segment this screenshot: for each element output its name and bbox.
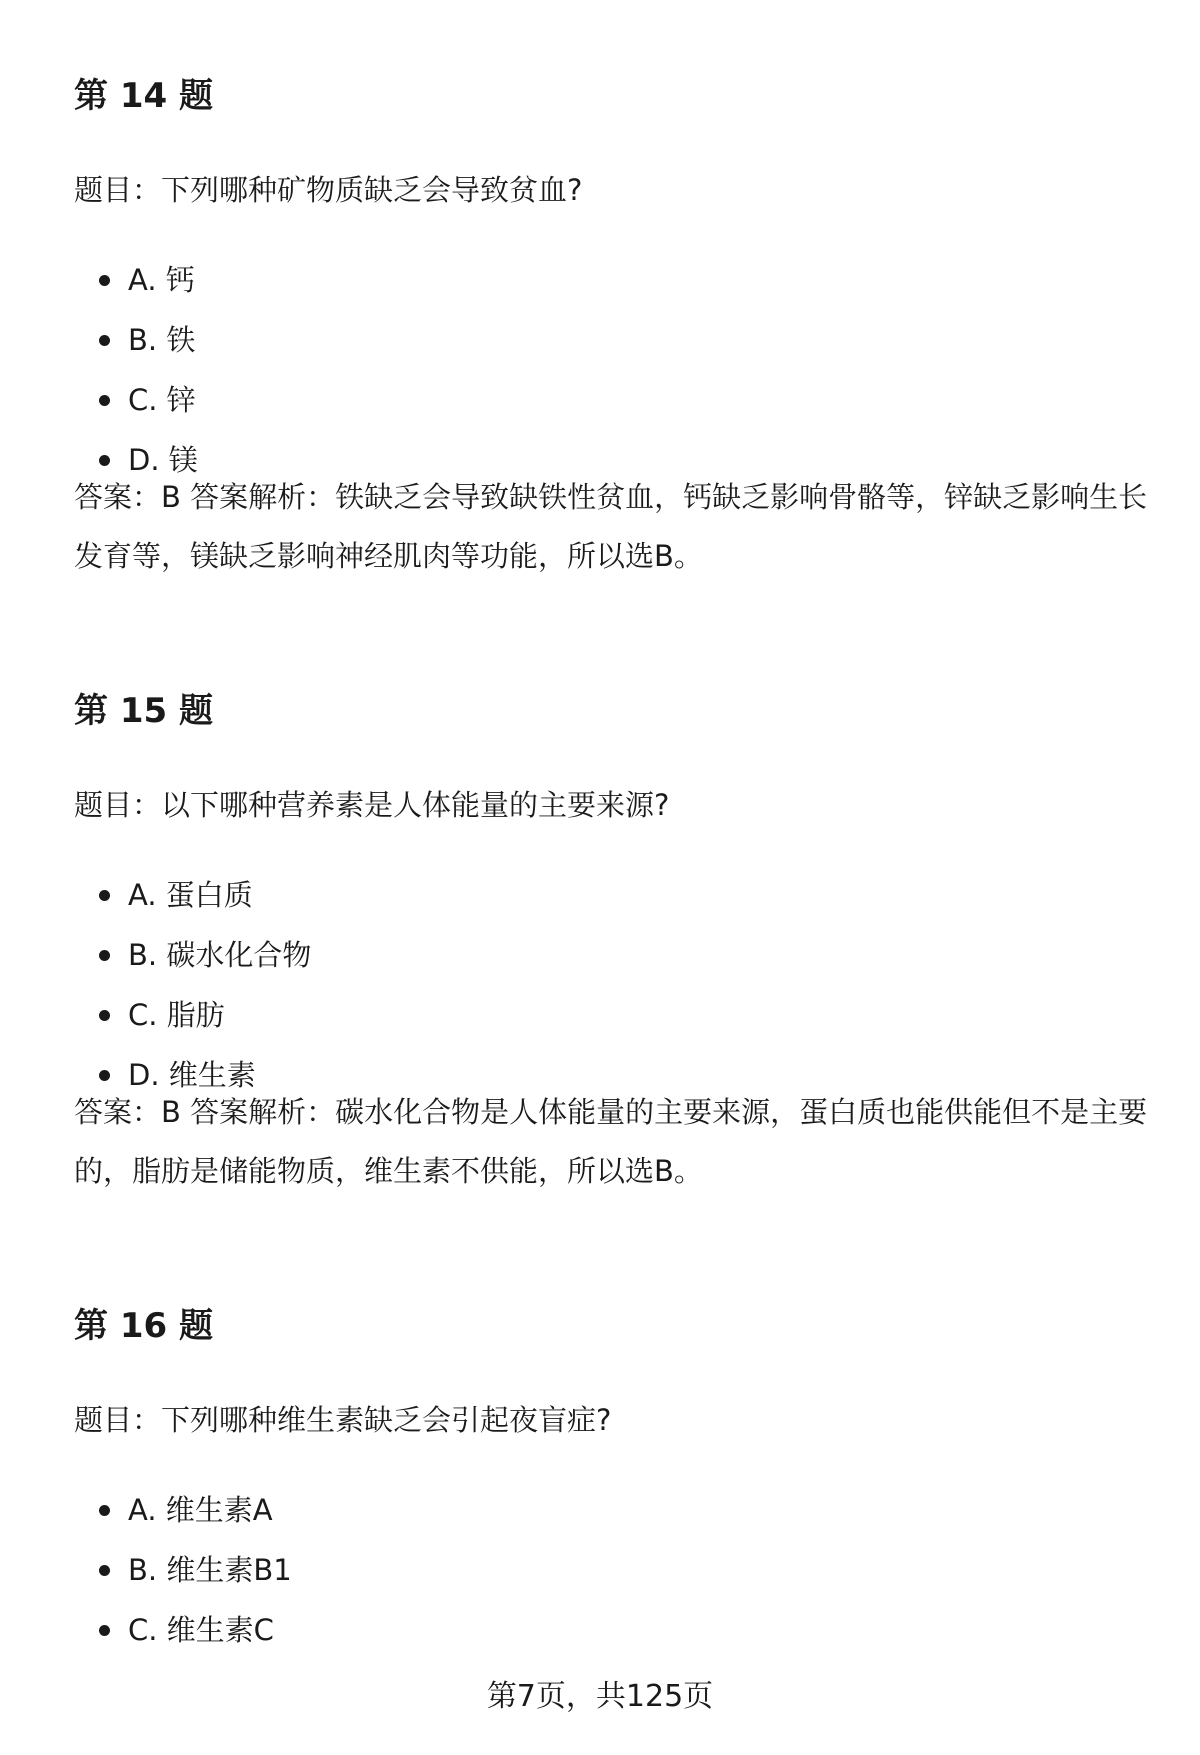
options-list	[74, 865, 311, 1105]
option-label: A. 钙	[128, 263, 195, 297]
option-item	[74, 1540, 292, 1600]
question-text: 题目：下列哪种矿物质缺乏会导致贫血?	[74, 173, 583, 207]
bullet-icon	[99, 1505, 110, 1516]
page-indicator: 第7页，共125页	[486, 1679, 714, 1714]
question-heading: 第 15 题	[74, 691, 213, 731]
bullet-icon	[99, 950, 110, 961]
options-list	[74, 1480, 292, 1660]
answer-explanation: 答案：B 答案解析：铁缺乏会导致缺铁性贫血，钙缺乏影响骨骼等，锌缺乏影响生长发育等，镁缺乏影响神经肌肉等功能，所以选B。	[74, 480, 1148, 573]
question-text: 题目：下列哪种维生素缺乏会引起夜盲症?	[74, 1403, 612, 1437]
option-item	[74, 310, 198, 370]
option-item	[74, 1480, 292, 1540]
option-label: B. 碳水化合物	[128, 938, 312, 972]
option-item	[74, 925, 311, 985]
option-item	[74, 370, 198, 430]
option-label: A. 维生素A	[128, 1493, 273, 1527]
option-label: D. 维生素	[128, 1058, 256, 1092]
question-14	[74, 70, 1154, 573]
bullet-icon	[99, 335, 110, 346]
option-item	[74, 250, 198, 310]
option-item	[74, 865, 311, 925]
bullet-icon	[99, 1565, 110, 1576]
bullet-icon	[99, 275, 110, 286]
question-15	[74, 685, 1154, 1188]
option-item	[74, 1600, 292, 1660]
question-text: 题目：以下哪种营养素是人体能量的主要来源?	[74, 788, 670, 822]
option-label: C. 锌	[128, 383, 196, 417]
option-label: A. 蛋白质	[128, 878, 253, 912]
option-label: B. 铁	[128, 323, 196, 357]
option-label: C. 维生素C	[128, 1613, 274, 1647]
bullet-icon	[99, 1070, 110, 1081]
option-label: B. 维生素B1	[128, 1553, 292, 1587]
bullet-icon	[99, 890, 110, 901]
bullet-icon	[99, 455, 110, 466]
answer-explanation: 答案：B 答案解析：碳水化合物是人体能量的主要来源，蛋白质也能供能但不是主要的，脂肪是储能物质，维生素不供能，所以选B。	[74, 1095, 1148, 1188]
bullet-icon	[99, 395, 110, 406]
question-heading: 第 16 题	[74, 1306, 213, 1346]
option-label: C. 脂肪	[128, 998, 225, 1032]
option-label: D. 镁	[128, 443, 198, 477]
question-16	[74, 1300, 1154, 1647]
bullet-icon	[99, 1625, 110, 1636]
options-list	[74, 250, 198, 490]
question-heading: 第 14 题	[74, 76, 213, 116]
bullet-icon	[99, 1010, 110, 1021]
option-item	[74, 985, 311, 1045]
